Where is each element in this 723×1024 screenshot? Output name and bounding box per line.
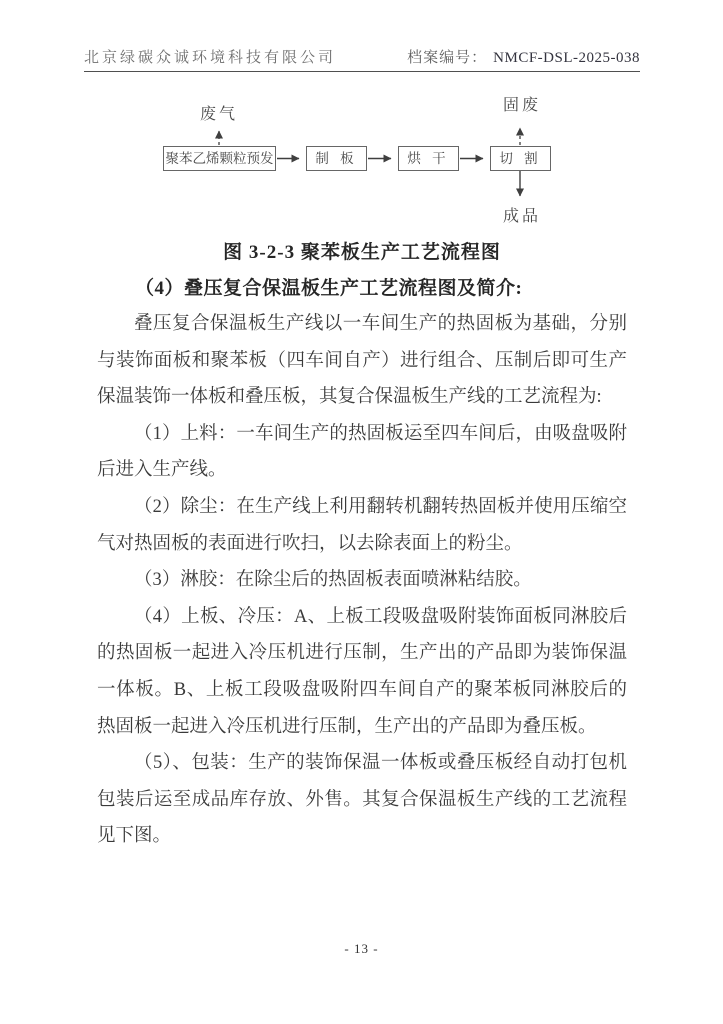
file-number-value: NMCF-DSL-2025-038 — [493, 50, 640, 66]
finished-product-label: 成品 — [503, 208, 542, 225]
flowchart-box-drying: 烘 干 — [398, 146, 459, 171]
flowchart-arrows — [0, 0, 723, 240]
flowchart-box-polystyrene-pre-expansion: 聚苯乙烯颗粒预发 — [163, 146, 276, 171]
body-paragraphs — [97, 306, 627, 855]
paragraph-step5-packing: （5）、包装：生产的装饰保温一体板或叠压板经自动打包机包装后运至成品库存放、外售。其复合保温板生产线的工艺流程见下图。 — [97, 753, 627, 847]
page-footer — [0, 941, 723, 957]
file-number-label: 档案编号： — [407, 50, 488, 66]
section-heading: （4）叠压复合保温板生产工艺流程图及简介: — [135, 278, 523, 299]
waste-gas-label: 废气 — [200, 106, 239, 123]
paragraph-step4-pressing: （4）上板、冷压：A、上板工段吸盘吸附装饰面板同淋胶后的热固板一起进入冷压机进行压制，生产出的产品即为装饰保温一体板。B、上板工段吸盘吸附四车间自产的聚苯板同淋胶后的热固板一起进入冷压机进行压制，生产出的产品即为叠压板。 — [97, 606, 627, 737]
page-number: - 13 - — [344, 941, 379, 956]
paragraph-step3-glue: （3）淋胶：在除尘后的热固板表面喷淋粘结胶。 — [134, 570, 532, 591]
paragraph-step2-dedusting: （2）除尘：在生产线上利用翻转机翻转热固板并使用压缩空气对热固板的表面进行吹扫，以去除表面上的粉尘。 — [97, 496, 627, 554]
paragraph-step1-loading: （1）上料：一车间生产的热固板运至四车间后，由吸盘吸附后进入生产线。 — [97, 423, 627, 481]
solid-waste-label: 固废 — [503, 97, 542, 114]
paragraph-intro: 叠压复合保温板生产线以一车间生产的热固板为基础，分别与装饰面板和聚苯板（四车间自产）进行组合、压制后即可生产保温装饰一体板和叠压板，其复合保温板生产线的工艺流程为: — [97, 314, 627, 408]
flowchart-box-cutting: 切 割 — [490, 146, 551, 171]
company-name: 北京绿碳众诚环境科技有限公司 — [84, 50, 337, 66]
flowchart-box-board-forming: 制 板 — [306, 146, 367, 171]
figure-caption: 图 3-2-3 聚苯板生产工艺流程图 — [223, 242, 501, 263]
